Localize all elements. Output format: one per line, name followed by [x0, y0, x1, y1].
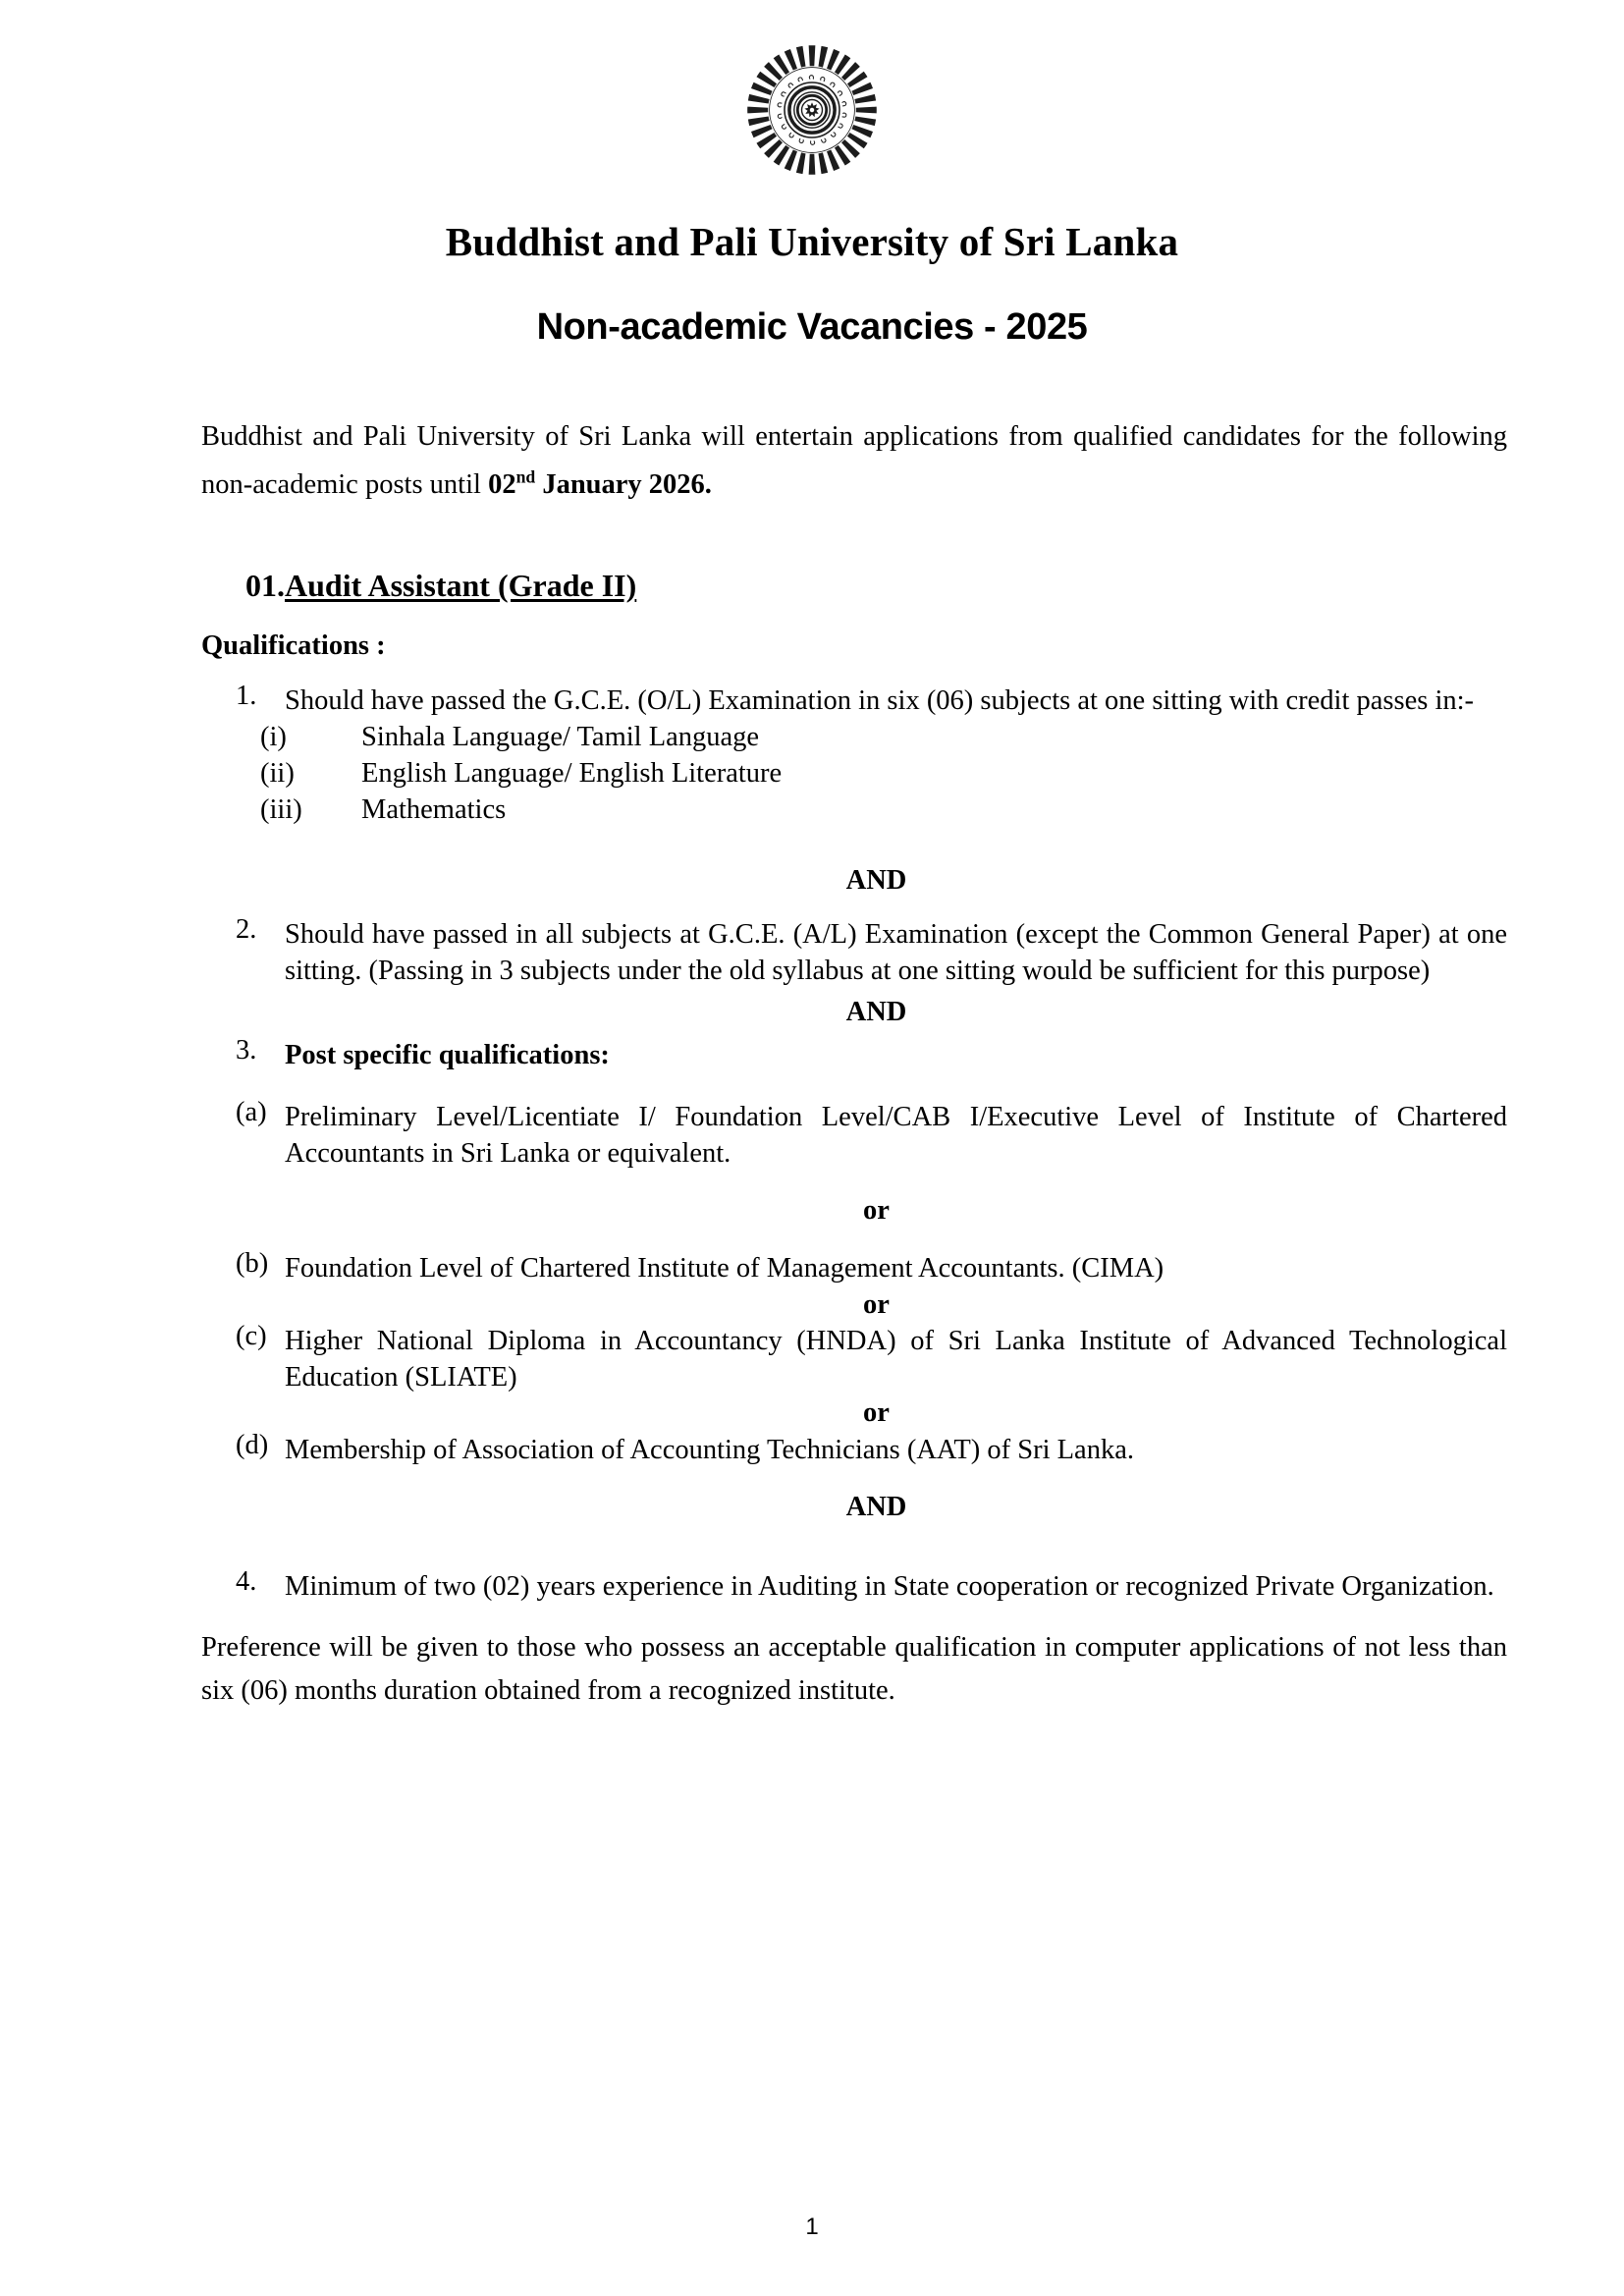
deadline-day: 02: [488, 469, 516, 501]
notice-title-heading: Non-academic Vacancies - 2025: [536, 306, 1088, 348]
qualification-item-2: [236, 916, 1507, 989]
qualification-subitem-ii-text: English Language/ English Literature: [361, 757, 783, 789]
post-qualification-b-text: Foundation Level of Chartered Institute of Management Accountants. (CIMA): [285, 1253, 1164, 1285]
post-qualification-a-text: Preliminary Level/Licentiate I/ Foundation Level/CAB I/Executive Level of Institute of Chartered Accountants in Sri Lanka or equivalent.: [285, 1101, 1507, 1169]
spacer: [201, 1521, 1507, 1547]
post-qualification-b: [236, 1250, 1507, 1286]
spacer: [201, 1073, 1507, 1099]
qualification-item-4: [236, 1568, 1507, 1605]
list-marker: (i): [260, 721, 287, 752]
post-heading: [245, 568, 1507, 604]
spacer: [201, 828, 1507, 867]
separator-or-1: or: [863, 1194, 890, 1226]
post-qualification-d: [236, 1429, 1507, 1468]
spacer: [201, 1225, 1507, 1250]
post-qualification-c: [236, 1323, 1507, 1395]
post-qualification-c-text: Higher National Diploma in Accountancy (HNDA) of Sri Lanka Institute of Advanced Technological Education (SLIATE): [285, 1326, 1507, 1394]
qualification-item-1-text: Should have passed the G.C.E. (O/L) Examination in six (06) subjects at one sitting with credit passes in:-: [285, 684, 1475, 716]
page-number: 1: [805, 2214, 819, 2240]
post-qualification-d-text: Membership of Association of Accounting Technicians (AAT) of Sri Lanka.: [285, 1434, 1134, 1465]
separator-and-1: AND: [845, 864, 907, 896]
qualification-subitem-i: [260, 719, 1507, 755]
qualification-subitem-iii: [260, 792, 1507, 828]
qualifications-label: Qualifications :: [201, 630, 386, 662]
university-emblem-icon: [743, 41, 881, 179]
spacer: [201, 1172, 1507, 1197]
qualification-item-3: [236, 1034, 1507, 1073]
list-marker: (a): [236, 1096, 267, 1127]
list-marker: 4.: [236, 1566, 257, 1598]
post-number: 01.: [245, 568, 285, 604]
qualification-item-1: [236, 680, 1507, 719]
separator-and-2: AND: [845, 997, 907, 1028]
intro-text: Buddhist and Pali University of Sri Lanka will entertain applications from qualified candidates for the following non-academic posts until: [201, 421, 1507, 501]
qualification-item-2-text: Should have passed in all subjects at G.C.E. (A/L) Examination (except the Common General Paper) at one sitting. (Passing in 3 subjects under the old syllabus at one sitting would be sufficient for this purpose): [285, 919, 1507, 987]
qualification-item-3-text: Post specific qualifications:: [285, 1039, 610, 1070]
qualification-subitem-ii: [260, 755, 1507, 792]
list-marker: (b): [236, 1248, 269, 1280]
qualification-subitem-iii-text: Mathematics: [361, 793, 507, 825]
deadline-ordinal: nd: [515, 466, 536, 487]
separator-or-3: or: [863, 1397, 890, 1429]
qualification-item-4-text: Minimum of two (02) years experience in Auditing in State cooperation or recognized Private Organization.: [285, 1571, 1494, 1603]
university-name-heading: Buddhist and Pali University of Sri Lanka: [445, 219, 1179, 264]
list-marker: 2.: [236, 914, 257, 946]
separator-and-3: AND: [845, 1491, 907, 1522]
post-title: Audit Assistant (Grade II): [285, 568, 637, 604]
list-marker: 1.: [236, 680, 257, 711]
document-body: [201, 412, 1507, 1739]
university-logo-container: [0, 41, 1624, 179]
intro-paragraph: [201, 412, 1507, 509]
spacer: [201, 1468, 1507, 1494]
list-marker: (d): [236, 1429, 269, 1460]
separator-or-2: or: [863, 1288, 890, 1320]
list-marker: (ii): [260, 757, 295, 789]
closing-paragraph: Preference will be given to those who possess an acceptable qualification in computer applications of not less than six (06) months duration obtained from a recognized institute.: [201, 1632, 1507, 1706]
list-marker: (iii): [260, 793, 302, 825]
qualification-subitem-i-text: Sinhala Language/ Tamil Language: [361, 721, 760, 752]
post-qualification-a: [236, 1096, 1507, 1172]
list-marker: 3.: [236, 1034, 257, 1066]
list-marker: (c): [236, 1321, 267, 1351]
deadline-date: January 2026.: [535, 469, 712, 501]
